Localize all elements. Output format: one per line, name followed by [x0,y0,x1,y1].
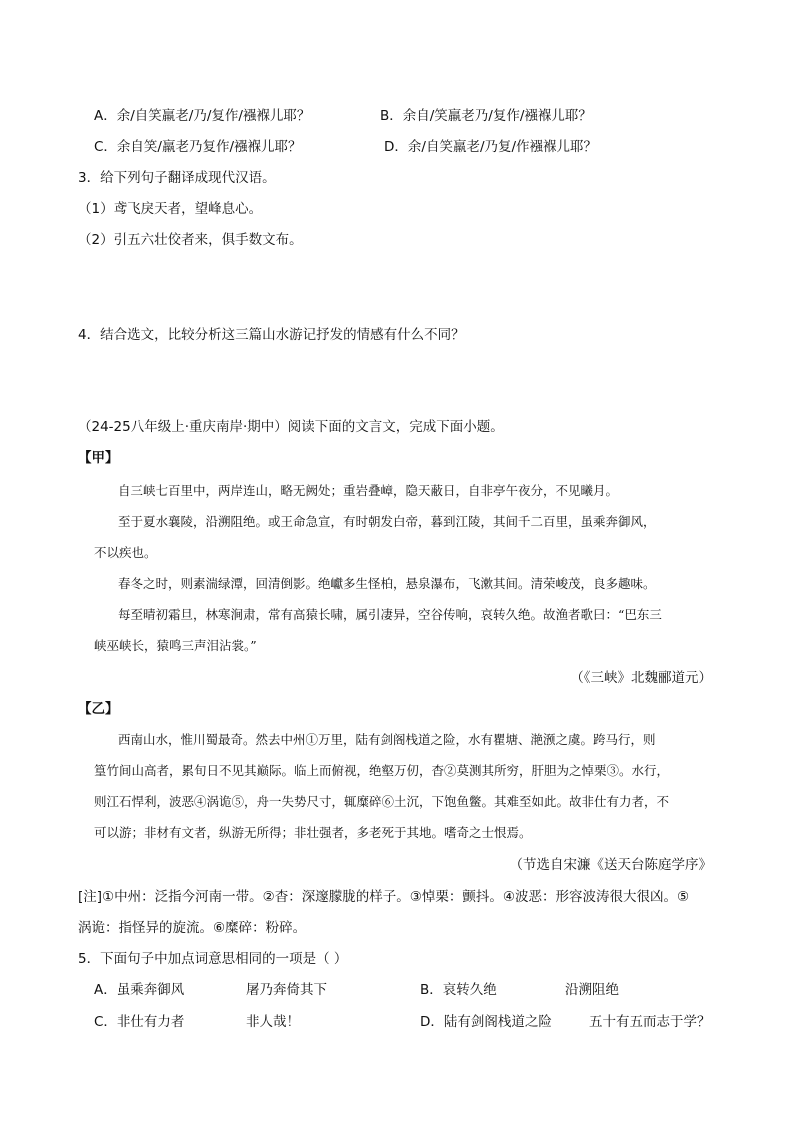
passage-yi-label: 【乙】 [78,701,119,717]
q4-stem: 4．结合选文，比较分析这三篇山水游记抒发的情感有什么不同？ [78,327,465,343]
q5-option-a-first: A．虽乘奔御风 [94,982,185,998]
q5-option-b-second: 沿溯阻绝 [565,982,619,998]
passage-jia-line: 至于夏水襄陵，沿溯阻绝。或王命急宣，有时朝发白帝，暮到江陵，其间千二百里，虽乘奔御风， [118,514,656,529]
passage-jia-line: 峡巫峡长，猿鸣三声泪沾裳。” [94,638,257,653]
q5-stem: 5．下面句子中加点词意思相同的一项是（ ） [78,951,348,967]
passage-jia-source: （《三峡》北魏郦道元） [570,670,712,686]
q5-option-b-first: B．哀转久绝 [420,982,497,998]
q5-option-a-second: 屠乃奔倚其下 [246,982,327,998]
q2-option-c: C．余自笑/羸老乃复作/襁褓儿耶？ [94,139,302,155]
passage-jia-line: 不以疾也。 [94,545,157,560]
q2-option-d: D．余/自笑羸老/乃复/作襁褓儿耶？ [384,139,598,155]
q2-option-b: B．余自/笑羸老乃/复作/襁褓儿耶？ [380,108,592,124]
q2-option-a: A．余/自笑羸老/乃/复作/襁褓儿耶？ [94,108,311,124]
q5-option-d-second: 五十有五而志于学？ [589,1014,711,1030]
q5-option-c-first: C．非仕有力者 [94,1014,185,1030]
passage-jia-label: 【甲】 [78,450,119,466]
passage-yi-source: （节选自宋濂《送天台陈庭学序》 [509,857,712,873]
passage-yi-line: 西南山水，惟川蜀最奇。然去中州①万里，陆有剑阁栈道之险，水有瞿塘、滟滪之虞。跨马行，则 [118,732,656,747]
passage-jia-line: 自三峡七百里中，两岸连山，略无阙处；重岩叠嶂，隐天蔽日，自非亭午夜分，不见曦月。 [118,483,619,498]
q3-sentence-2: （2）引五六壮佼者来，俱手数文布。 [78,232,303,248]
passage-jia-line: 每至晴初霜旦，林寒涧肃，常有高猿长啸，属引凄异，空谷传响，哀转久绝。故渔者歌曰：“巴东三 [118,607,662,622]
passage-yi-line: 篁竹间山高者，累旬日不见其巅际。临上而俯视，绝壑万仞，杳②莫测其所穷，肝胆为之悼栗③。水行， [94,763,670,778]
passage-jia-line: 春冬之时，则素湍绿潭，回清倒影。绝巘多生怪柏，悬泉瀑布，飞漱其间。清荣峻茂，良多趣味。 [118,576,656,591]
footnote-line-2: 涡诡：指怪异的旋流。⑥糜碎：粉碎。 [78,920,307,936]
reading-intro: （24-25八年级上·重庆南岸·期中）阅读下面的文言文，完成下面小题。 [78,419,504,435]
passage-yi-line: 则江石悍利，波恶④涡诡⑤，舟一失势尺寸，辄糜碎⑥土沉，下饱鱼鳖。其难至如此。故非仕有力者，不 [94,794,670,809]
q5-option-d-first: D．陆有剑阁栈道之险 [420,1014,552,1030]
q3-sentence-1: （1）鸢飞戾天者，望峰息心。 [78,201,263,217]
passage-yi-line: 可以游；非材有文者，纵游无所得；非壮强者，多老死于其地。嗜奇之士恨焉。 [94,825,532,840]
q5-option-c-second: 非人哉！ [246,1014,300,1030]
footnote-line-1: [注]①中州：泛指今河南一带。②杳：深邃朦胧的样子。③悼栗：颤抖。④波恶：形容波涛很大很凶。⑤ [78,889,690,905]
q3-stem: 3．给下列句子翻译成现代汉语。 [78,170,276,186]
